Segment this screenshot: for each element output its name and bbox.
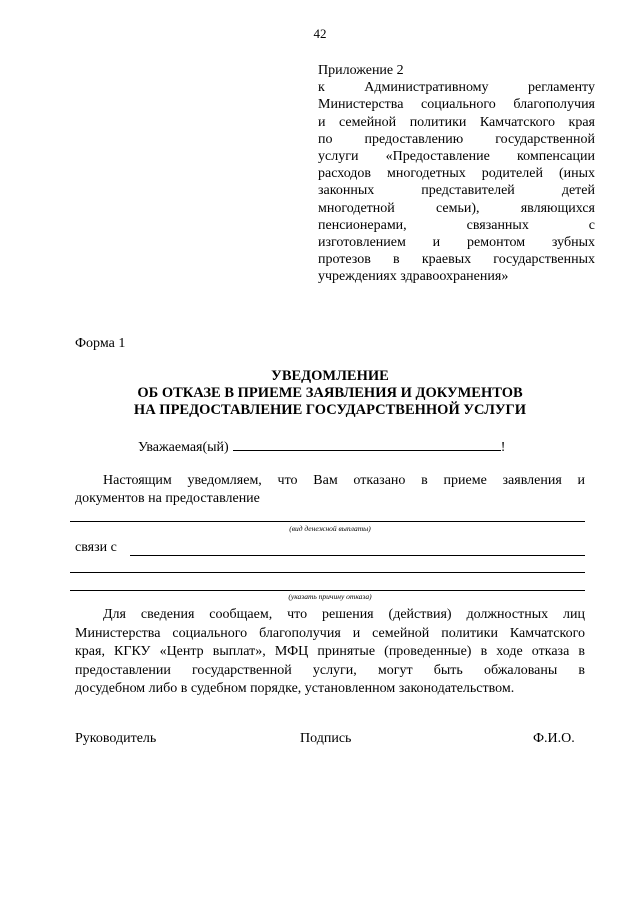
appeal-info-paragraph: [75, 606, 585, 699]
payment-type-caption: (вид денежной выплаты): [289, 524, 371, 533]
signature-fio-label: Ф.И.О.: [533, 731, 575, 746]
title-line: ОБ ОТКАЗЕ В ПРИЕМЕ ЗАЯВЛЕНИЯ И ДОКУМЕНТОВ: [137, 385, 523, 401]
info-line: досудебном либо в судебном порядке, установленном законодательством.: [75, 681, 515, 697]
appendix-line: Приложение 2: [318, 63, 404, 78]
document-title: [75, 368, 585, 419]
signature-head-label: Руководитель: [75, 731, 157, 746]
title-line: НА ПРЕДОСТАВЛЕНИЕ ГОСУДАРСТВЕННОЙ УСЛУГИ: [133, 402, 527, 418]
greeting: [138, 437, 505, 456]
notification-paragraph: [75, 472, 585, 508]
reason-field-line-2[interactable]: [70, 572, 585, 573]
appendix-line: к Административному регламенту: [318, 80, 595, 96]
notification-line: документов на предоставление: [75, 491, 260, 506]
appendix-line: услуги «Предоставление компенсации: [318, 149, 595, 165]
info-line: предоставлении государственной услуги, могут быть обжалованы в: [75, 662, 585, 678]
appendix-line: и семейной политики Камчатского края: [318, 114, 595, 130]
appendix-line: изготовлением и ремонтом зубных: [318, 235, 595, 251]
reason-field-line-1[interactable]: [130, 555, 585, 556]
recipient-name-field[interactable]: [233, 437, 501, 451]
reason-label: связи с: [75, 540, 117, 555]
notification-line: Настоящим уведомляем, что Вам отказано в приеме заявления и: [103, 473, 585, 488]
appendix-line: многодетной семьи), являющихся: [318, 200, 595, 216]
appendix-line: Министерства социального благополучия: [318, 97, 595, 113]
info-line: Министерства социального благополучия и семейной политики Камчатского: [75, 625, 585, 641]
appendix-line: расходов многодетных родителей (иных: [318, 166, 595, 182]
reason-caption: (указать причину отказа): [288, 592, 372, 601]
appendix-line: протезов в краевых государственных: [318, 252, 595, 268]
greeting-exclamation: !: [500, 440, 506, 455]
appendix-line: пенсионерами, связанных с: [318, 217, 595, 233]
signature-sign-label: Подпись: [300, 731, 352, 746]
reason-field-line-3[interactable]: [70, 590, 585, 591]
form-label: Форма 1: [75, 336, 126, 351]
title-line: УВЕДОМЛЕНИЕ: [271, 368, 389, 384]
appendix-line: по предоставлению государственной: [318, 131, 595, 147]
greeting-label: Уважаемая(ый): [138, 440, 229, 455]
appendix-block: [318, 62, 595, 286]
page-number: 42: [313, 26, 327, 41]
info-line: Для сведения сообщаем, что решения (действия) должностных лиц: [103, 607, 585, 622]
appendix-line: учреждениях здравоохранения»: [318, 269, 509, 285]
info-line: края, КГКУ «Центр выплат», МФЦ принятые (проведенные) в ходе отказа в: [75, 644, 585, 660]
appendix-line: законных представителей детей: [318, 183, 595, 199]
payment-type-field[interactable]: [70, 521, 585, 522]
